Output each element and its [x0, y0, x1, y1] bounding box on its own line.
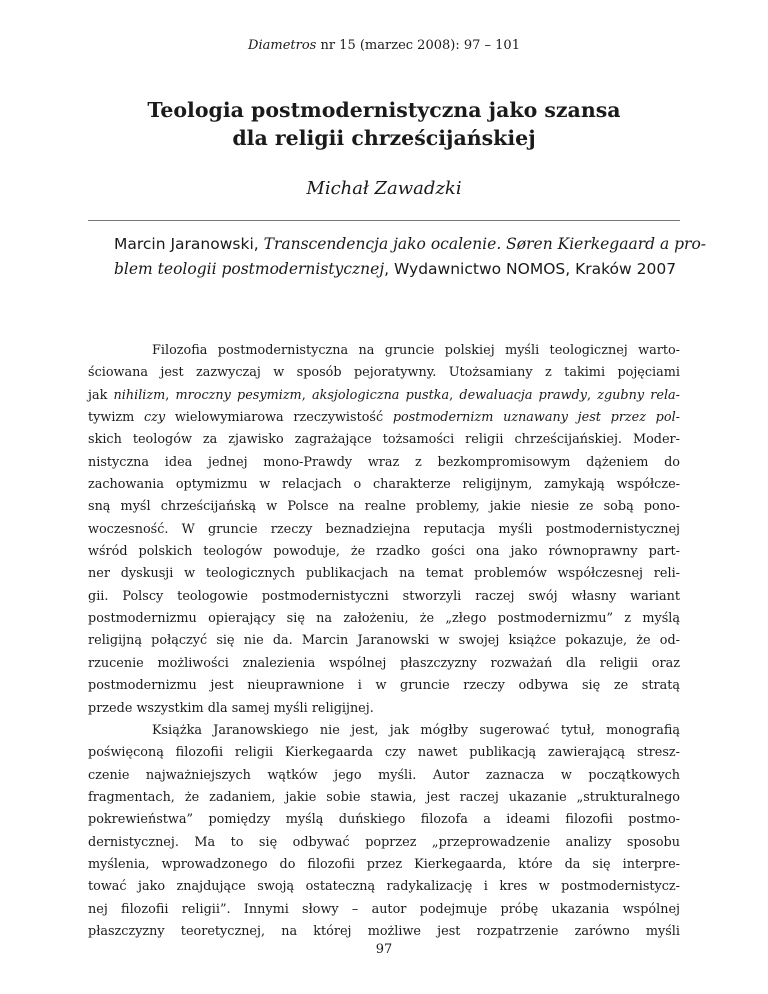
title-line-1: Teologia postmodernistyczna jako szansa	[147, 98, 621, 122]
article-title	[60, 96, 708, 152]
running-header	[0, 38, 768, 53]
separator-rule	[88, 220, 680, 221]
text-line: woczesność. W gruncie rzeczy beznadziejna reputacja myśli postmodernistycznej	[88, 521, 680, 537]
title-line-2: dla religii chrześcijańskiej	[232, 126, 536, 150]
text-line: religijną połączyć się nie da. Marcin Jaranowski w swojej książce pokazuje, że od-	[88, 633, 680, 649]
italic-term: aksjologiczna pustka	[311, 387, 450, 403]
journal-name: Diametros	[248, 38, 317, 53]
paragraph-2	[88, 720, 680, 943]
text-line: poświęconą filozofii religii Kierkegaarda czy nawet publikacją zawierającą stresz-	[88, 745, 680, 761]
journal-citation: nr 15 (marzec 2008): 97 – 101	[316, 38, 520, 53]
text-segment: ,	[165, 387, 176, 403]
text-line: ner dyskusji w teologicznych publikacjach na temat problemów współczesnej reli-	[88, 566, 680, 582]
article-body	[88, 340, 680, 943]
text-line: płaszczyzny teoretycznej, na której możliwe jest rozpatrzenie zarówno myśli	[88, 923, 680, 939]
text-line: tować jako znajdujące swoją ostateczną radykalizację i kres w postmodernistycz-	[88, 879, 680, 895]
text-line: postmodernizmu jest nieuprawnione i w gruncie rzeczy odbywa się ze stratą	[88, 678, 680, 694]
text-line: fragmentach, że zadaniem, jakie sobie stawia, jest raczej ukazanie „strukturalnego	[88, 789, 680, 805]
text-line: wśród polskich teologów powoduje, że rzadko gości ona jako równoprawny part-	[88, 544, 680, 560]
paragraph-1	[88, 340, 680, 720]
text-line: pokrewieństwa” pomiędzy myślą duńskiego filozofa a ideami filozofii postmo-	[88, 812, 680, 828]
text-line: postmodernizmu opierający się na założeniu, że „złego postmodernizmu” z myślą	[88, 611, 680, 627]
reviewed-work	[114, 232, 707, 282]
text-line: dernistycznej. Ma to się odbywać poprzez „przeprowadzenie analizy sposobu	[88, 834, 680, 850]
reviewed-title-part-1: Transcendencja jako ocalenie. Søren Kierkegaard a pro-	[263, 235, 707, 253]
text-segment: tywizm	[88, 410, 135, 426]
italic-term: postmodernizm uznawany jest przez pol-	[383, 410, 680, 426]
text-line: czenie najważniejszych wątków jego myśli. Autor zaznacza w początkowych	[88, 767, 680, 783]
article-author: Michał Zawadzki	[306, 178, 462, 199]
italic-term: nihilizm	[113, 387, 166, 403]
text-segment: jak	[88, 387, 114, 403]
text-line: myślenia, wprowadzonego do filozofii przez Kierkegaarda, które da się interpre-	[88, 856, 680, 872]
text-line: ściowana jest zazwyczaj w sposób pejoratywny. Utożsamiany z takimi pojęciami	[88, 365, 680, 381]
text-line: sną myśl chrześcijańską w Polsce na realne problemy, jakie niesie ze sobą pono-	[88, 499, 680, 515]
italic-term: czy	[134, 410, 175, 426]
text-segment: ,	[301, 387, 312, 403]
text-line: nej filozofii religii”. Innymi słowy – autor podejmuje próbę ukazania wspólnej	[88, 901, 680, 917]
text-line: gii. Polscy teologowie postmodernistyczni stworzyli raczej swój własny wariant	[88, 588, 680, 604]
text-line: Filozofia postmodernistyczna na gruncie polskiej myśli teologicznej warto-	[152, 343, 680, 358]
italic-term: dewaluacja prawdy	[459, 387, 587, 403]
text-line: skich teologów za zjawisko zagrażające tożsamości religii chrześcijańskiej. Moder-	[88, 432, 680, 448]
page-number: 97	[375, 942, 393, 957]
reviewed-title-part-2: blem teologii postmodernistycznej	[114, 260, 385, 278]
reviewed-publisher: , Wydawnictwo NOMOS, Kraków 2007	[384, 260, 677, 278]
reviewed-work-line-2	[114, 257, 677, 282]
text-line	[88, 385, 680, 407]
text-line: zachowania optymizmu w relacjach o charakterze religijnym, zamykają współcze-	[88, 477, 680, 493]
text-segment: ,	[586, 387, 598, 403]
text-segment: ,	[449, 387, 460, 403]
reviewed-work-line-1	[114, 232, 707, 257]
text-line: Książka Jaranowskiego nie jest, jak mógłby sugerować tytuł, monografią	[152, 722, 680, 738]
text-line	[88, 407, 680, 429]
text-line: rzucenie możliwości znalezienia wspólnej płaszczyzny rozważań dla religii oraz	[88, 655, 680, 671]
text-segment: wielowymiarowa rzeczywistość	[174, 410, 384, 426]
italic-term: mroczny pesymizm	[175, 387, 302, 403]
reviewed-author: Marcin Jaranowski,	[114, 235, 264, 253]
italic-term: zgubny rela-	[597, 387, 680, 403]
text-line: przede wszystkim dla samej myśli religijnej.	[88, 700, 374, 716]
text-line: nistyczna idea jednej mono-Prawdy wraz z bezkompromisowym dążeniem do	[88, 454, 680, 470]
